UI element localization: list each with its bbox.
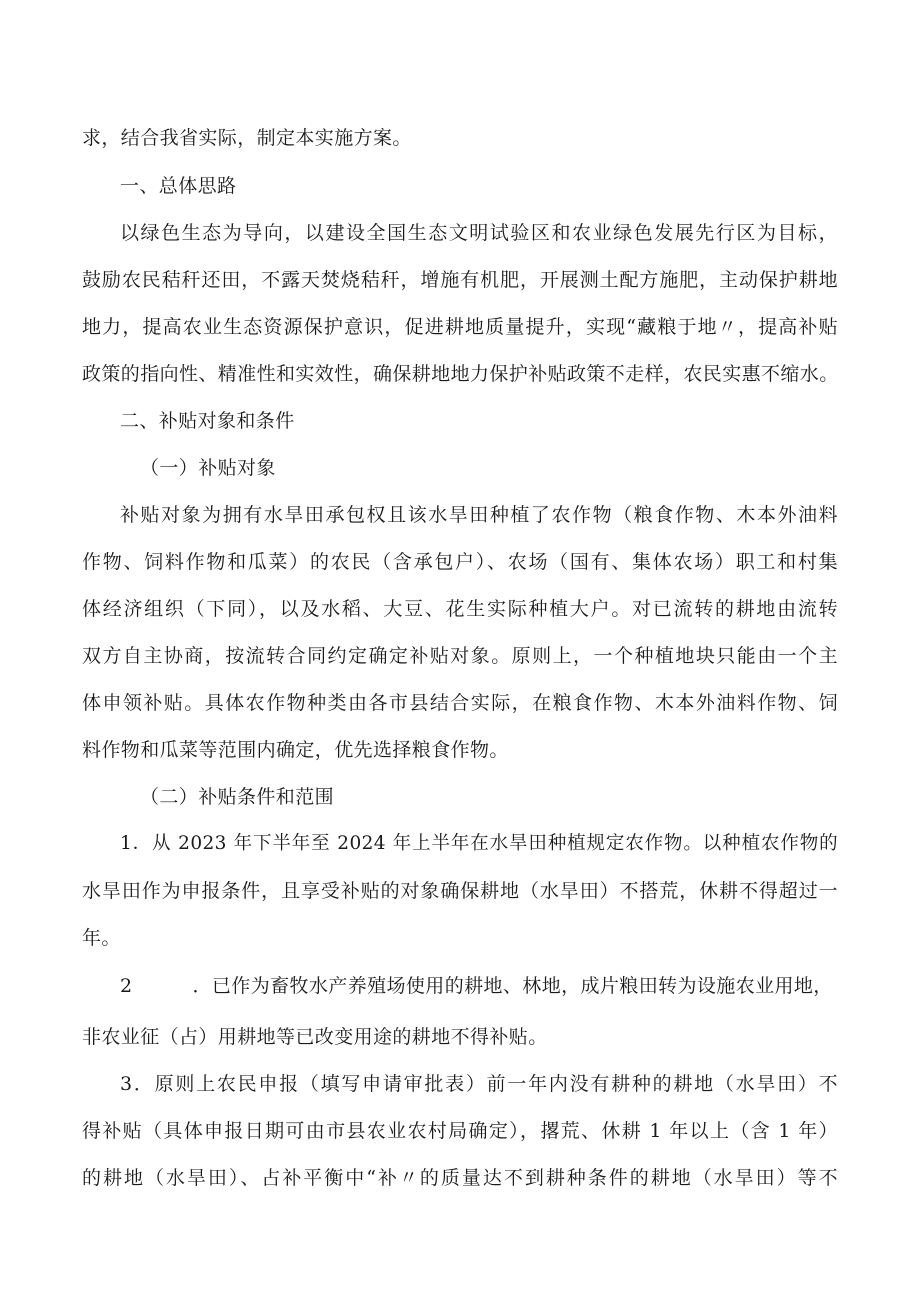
paragraph-line: 以绿色生态为导向，以建设全国生态文明试验区和农业绿色发展先行区为目标， [120,222,838,244]
subsection-heading: （二）补贴条件和范围 [140,786,335,808]
list-item-line: 1．从 2023 年下半年至 2024 年上半年在水旱田种植规定农作物。以种植农作物的 [120,833,838,854]
paragraph-line: 双方自主协商，按流转合同约定确定补贴对象。原则上，一个种植地块只能由一个主 [82,645,838,667]
list-item-line [120,974,838,998]
paragraph-line: 地力，提高农业生态资源保护意识，促进耕地质量提升，实现“藏粮于地〃，提高补贴 [82,316,838,338]
paragraph-line: 作物、饲料作物和瓜菜）的农民（含承包户）、农场（国有、集体农场）职工和村集 [82,551,838,573]
paragraph-line: 补贴对象为拥有水旱田承包权且该水旱田种植了农作物（粮食作物、木本外油料 [120,504,838,526]
paragraph-line: 求，结合我省实际，制定本实施方案。 [82,127,412,149]
section-heading: 一、总体思路 [120,175,237,197]
list-item-number: 2 [120,975,133,997]
subsection-heading: （一）补贴对象 [140,457,276,479]
list-item-line: 水旱田作为申报条件，且享受补贴的对象确保耕地（水旱田）不搭荒，休耕不得超过一 [82,880,838,902]
list-item-line: 年。 [82,927,121,949]
paragraph-line: 体申领补贴。具体农作物种类由各市县结合实际，在粮食作物、木本外油料作物、饲 [82,692,838,714]
section-heading: 二、补贴对象和条件 [120,410,295,432]
paragraph-line: 体经济组织（下同），以及水稻、大豆、花生实际种植大户。对已流转的耕地由流转 [82,598,838,620]
paragraph-line: 料作物和瓜菜等范围内确定，优先选择粮食作物。 [82,739,509,761]
list-item-line: 3．原则上农民申报（填写申请审批表）前一年内没有耕种的耕地（水旱田）不 [120,1073,838,1095]
list-item-line: 得补贴（具体申报日期可由市县农业农村局确定），撂荒、休耕 1 年以上（含 1 年） [82,1120,838,1142]
list-item-line: 非农业征（占）用耕地等已改变用途的耕地不得补贴。 [82,1026,548,1048]
list-item-text: ．已作为畜牧水产养殖场使用的耕地、林地，成片粮田转为设施农业用地， [192,975,833,997]
paragraph-line: 鼓励农民秸秆还田，不露天焚烧秸秆，增施有机肥，开展测土配方施肥，主动保护耕地 [82,269,838,291]
paragraph-line: 政策的指向性、精准性和实效性，确保耕地地力保护补贴政策不走样，农民实惠不缩水。 [82,363,839,385]
list-item-line: 的耕地（水旱田）、占补平衡中“补〃的质量达不到耕种条件的耕地（水旱田）等不 [82,1167,838,1189]
